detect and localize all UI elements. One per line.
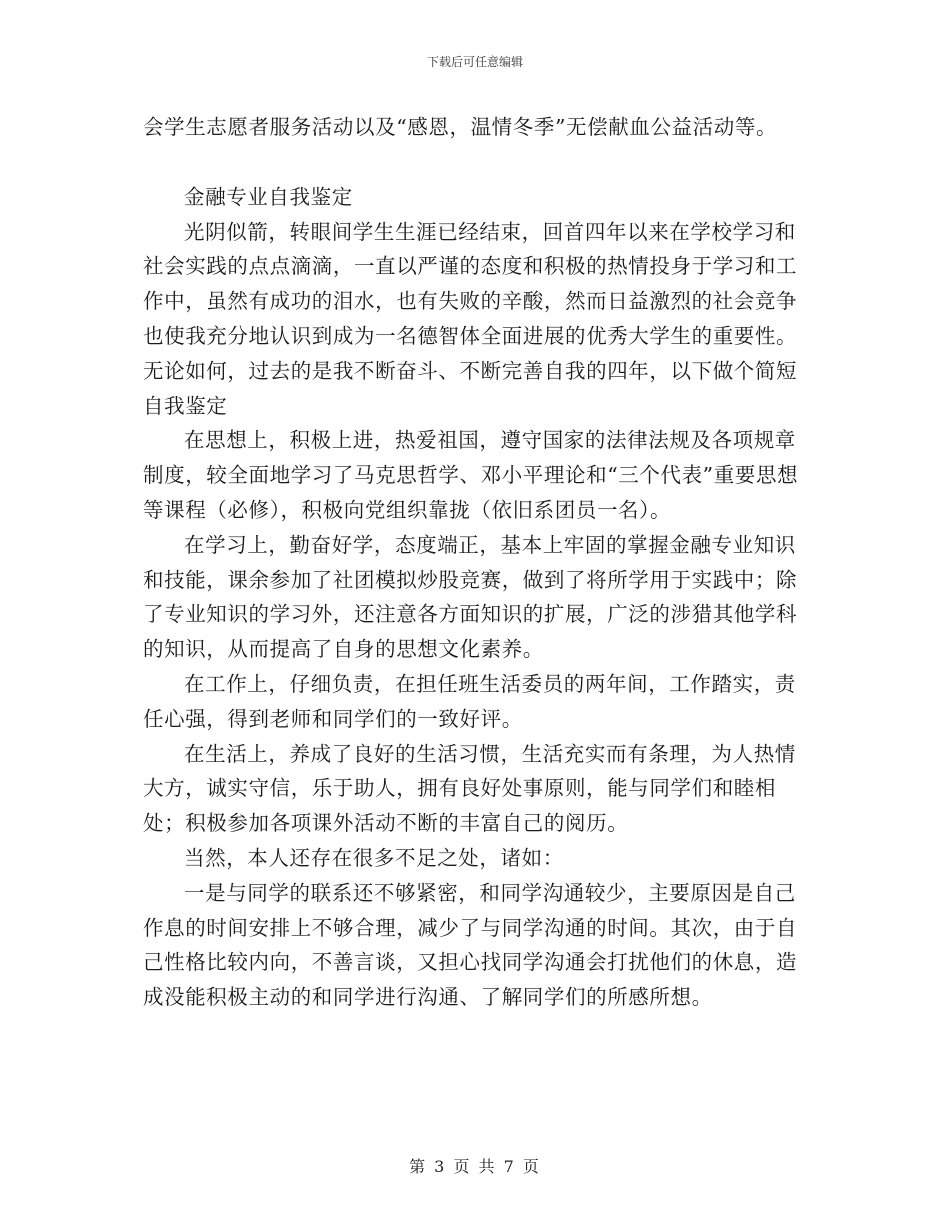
paragraph-shortcomings-intro: 当然，本人还存在很多不足之处，诸如： [184,845,564,870]
paragraph-shortcoming-one: 一是与同学的联系还不够紧密，和同学沟通较少，主要原因是自己作息的时间安排上不够合理，减少了与同学沟通的时间。其次，由于自己性格比较内向，不善言谈，又担心找同学沟通会打扰他们的休息，造成没能积极主动的和同学进行沟通、了解同学们的所感所想。 [143,880,798,1010]
paragraph-intro: 光阴似箭，转眼间学生生涯已经结束，回首四年以来在学校学习和社会实践的点点滴滴，一直以严谨的态度和积极的热情投身于学习和工作中，虽然有成功的泪水，也有失败的辛酸，然而日益激烈的社会竞争也使我充分地认识到成为一名德智体全面进展的优秀大学生的重要性。无论如何，过去的是我不断奋斗、不断完善自我的四年，以下做个简短自我鉴定 [143,219,798,418]
paragraph-life: 在生活上，养成了良好的生活习惯，生活充实而有条理，为人热情大方，诚实守信，乐于助人，拥有良好处事原则，能与同学们和睦相处；积极参加各项课外活动不断的丰富自己的阅历。 [143,741,796,836]
paragraph-thought: 在思想上，积极上进，热爱祖国，遵守国家的法律法规及各项规章制度，较全面地学习了马克思哲学、邓小平理论和“三个代表”重要思想等课程（必修），积极向党组织靠拢（依旧系团员一名）。 [143,428,799,522]
document-body [143,110,807,1015]
section-title: 金融专业自我鉴定 [184,184,353,209]
page-header: 下载后可任意编辑 [426,55,523,69]
continuation-paragraph: 会学生志愿者服务活动以及“感恩，温情冬季”无偿献血公益活动等。 [143,115,778,139]
paragraph-work: 在工作上，仔细负责，在担任班生活委员的两年间，工作踏实，责任心强，得到老师和同学们的一致好评。 [143,671,796,731]
paragraph-study: 在学习上，勤奋好学，态度端正，基本上牢固的掌握金融专业知识和技能，课余参加了社团模拟炒股竞赛，做到了将所学用于实践中；除了专业知识的学习外，还注意各方面知识的扩展，广泛的涉猎其他学科的知识，从而提高了自身的思想文化素养。 [143,532,798,662]
page-number: 第 3 页 共 7 页 [409,1157,541,1176]
